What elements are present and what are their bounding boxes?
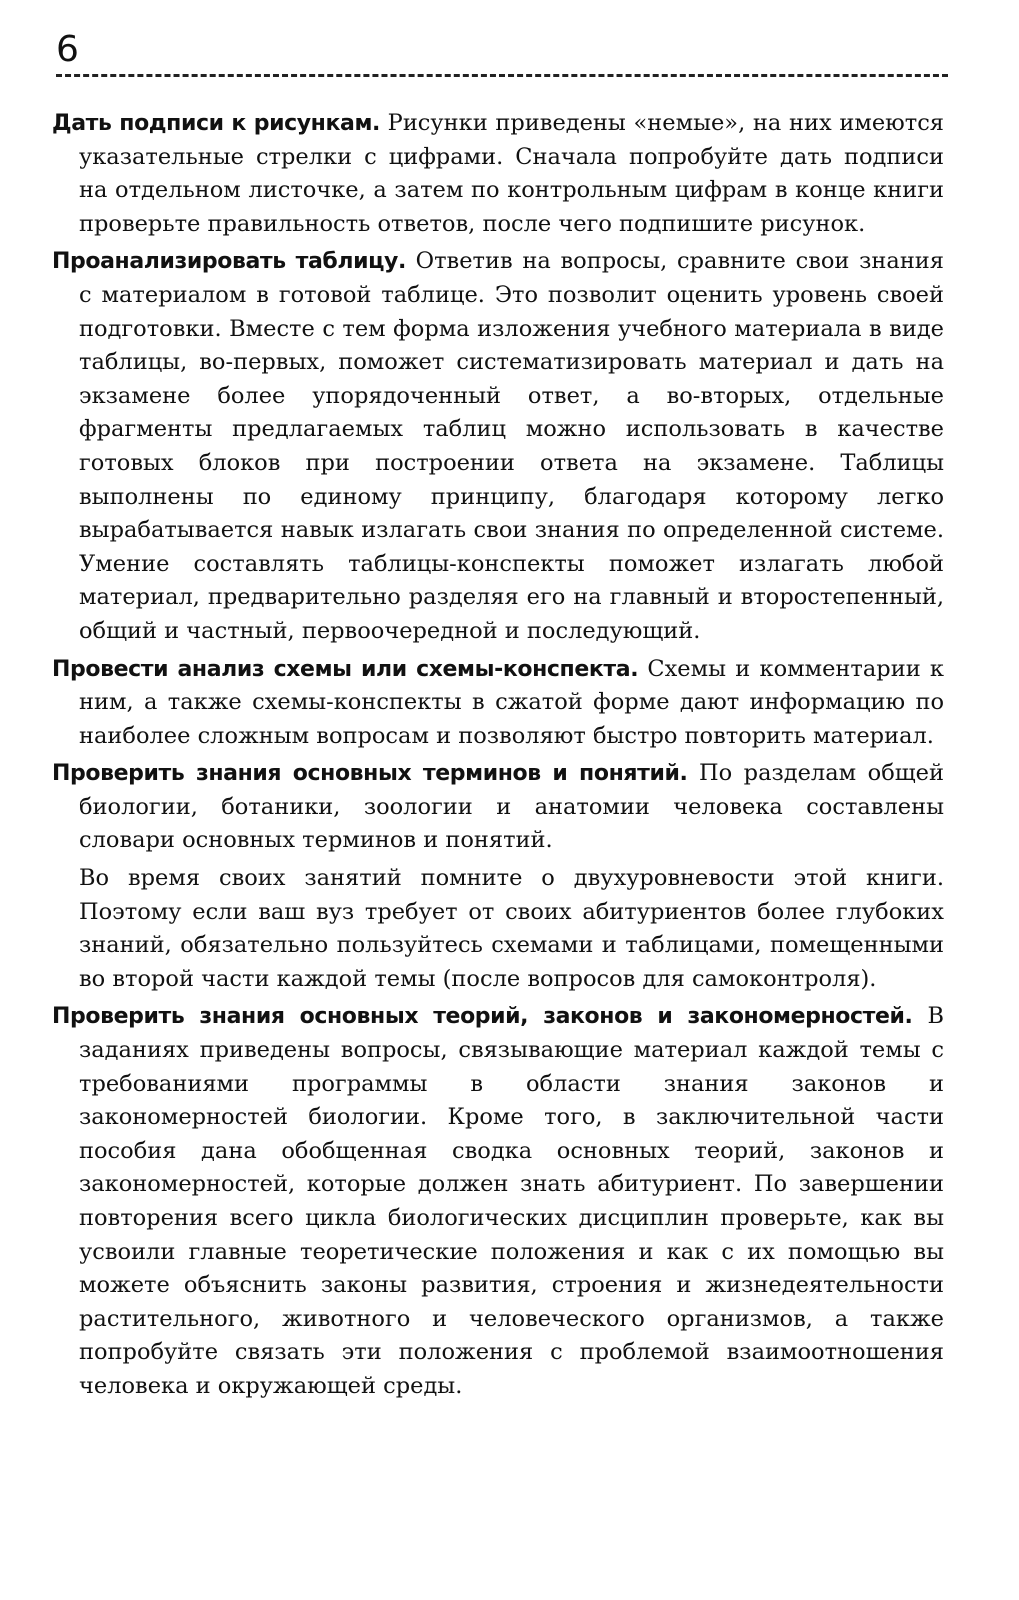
- page-body: [52, 107, 944, 1408]
- entry-body: Схемы и комментарии к ним, а также схемы-конспекты в сжатой форме дают информацию по наиболее сложным вопросам и позволяют быстро повторить материал.: [79, 655, 944, 749]
- entry-body: В заданиях приведены вопросы, связывающие материал каждой темы с требованиями программы в области знания законов и закономерностей биологии. Кроме того, в заключительной части пособия дана обобщенная сводка основных теорий, законов и закономерностей, которые должен знать абитуриент. По завершении повторения всего цикла биологических дисциплин проверьте, как вы усвоили главные теоретические положения и как с их помощью вы можете объяснить законы развития, строения и жизнедеятельности растительного, животного и человеческого организмов, а также попробуйте связать эти положения с проблемой взаимоотношения человека и окружающей среды.: [79, 1003, 944, 1399]
- entry-body: Рисунки приведены «немые», на них имеются указательные стрелки с цифрами. Сначала попробуйте дать подписи на отдельном листочке, а затем по контрольным цифрам в конце книги проверьте правильность ответов, после чего подпишите рисунок.: [79, 110, 944, 237]
- instruction-entry: [52, 245, 944, 648]
- header-divider: [56, 74, 948, 77]
- instruction-entry: [52, 1000, 944, 1403]
- instruction-entry: [52, 757, 944, 858]
- entry-term: Проверить знания основных терминов и понятий.: [52, 761, 688, 787]
- page-number: 6: [56, 29, 79, 70]
- entry-body: По разделам общей биологии, ботаники, зоологии и анатомии человека составлены словари основных терминов и понятий.: [79, 760, 944, 854]
- entry-term: Дать подписи к рисункам.: [52, 111, 380, 136]
- entry-term: Проверить знания основных теорий, законов и закономерностей.: [52, 1004, 913, 1030]
- note-paragraph: Во время своих занятий помните о двухуровневости этой книги. Поэтому если ваш вуз требует от своих абитуриентов более глубоких знаний, обязательно пользуйтесь схемами и таблицами, помещенными во второй части каждой темы (после вопросов для самоконтроля).: [79, 865, 944, 992]
- instruction-entry: [52, 653, 944, 754]
- entry-term: Провести анализ схемы или схемы-конспекта.: [52, 656, 639, 682]
- entry-term: Проанализировать таблицу.: [52, 249, 406, 275]
- entry-body: Ответив на вопросы, сравните свои знания с материалом в готовой таблице. Это позволит оценить уровень своей подготовки. Вместе с тем форма изложения учебного материала в виде таблицы, во-первых, поможет систематизировать материал и дать на экзамене более упорядоченный ответ, а во-вторых, отдельные фрагменты предлагаемых таблиц можно использовать в качестве готовых блоков при построении ответа на экзамене. Таблицы выполнены по единому принципу, благодаря которому легко вырабатывается навык излагать свои знания по определенной системе. Умение составлять таблицы-конспекты поможет излагать любой материал, предварительно разделяя его на главный и второстепенный, общий и частный, первоочередной и последующий.: [79, 248, 945, 644]
- instruction-entry: [52, 107, 944, 241]
